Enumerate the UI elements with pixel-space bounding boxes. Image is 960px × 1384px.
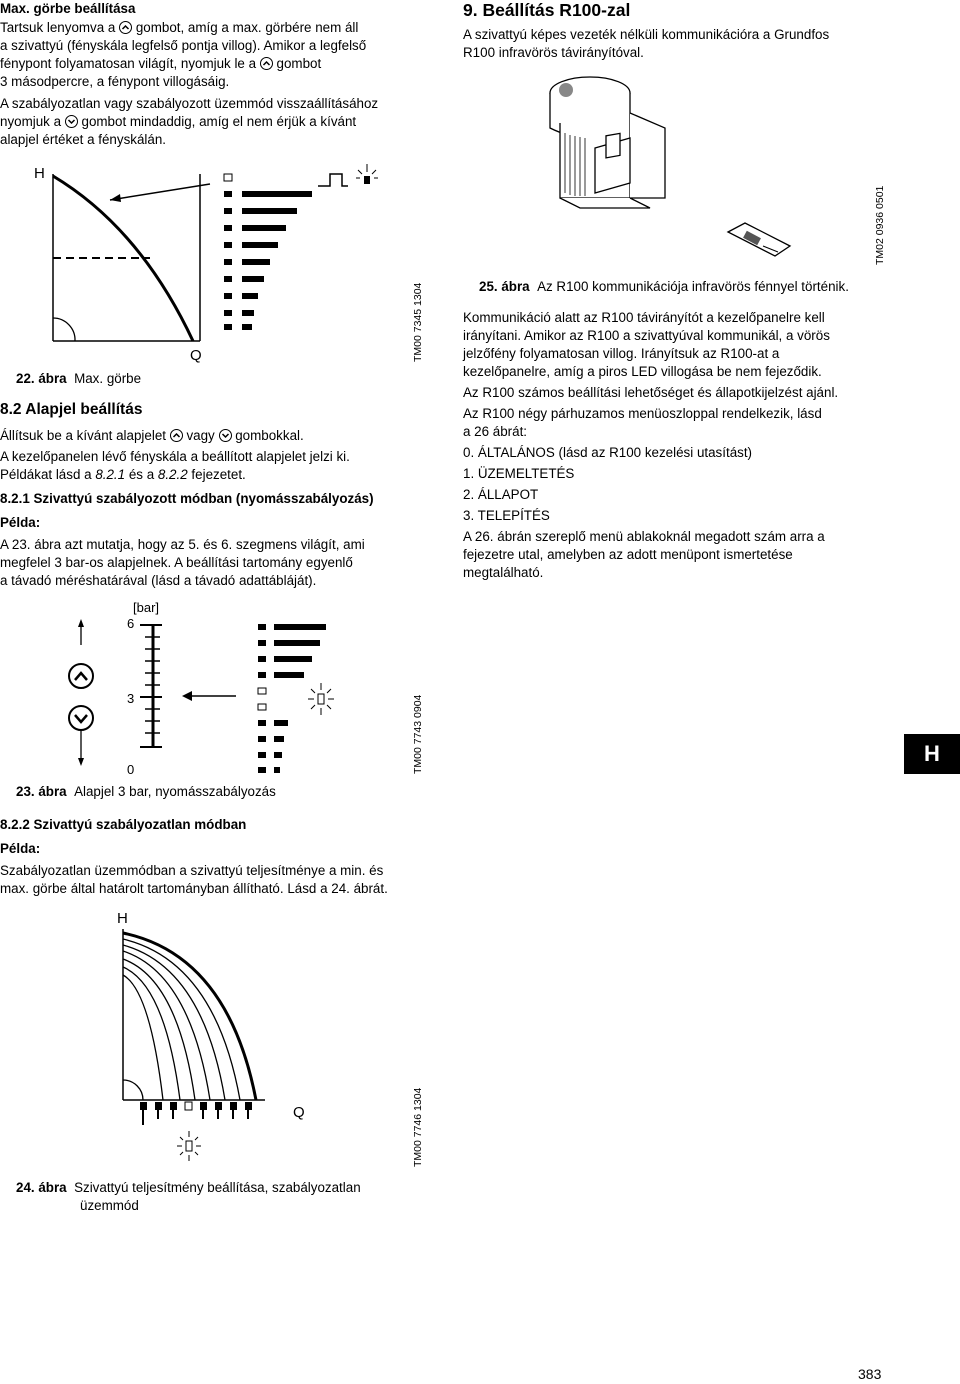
text: Szabályozatlan üzemmódban a szivattyú teljesítménye a min. és (0, 863, 384, 878)
r100-remote-illustration (728, 223, 790, 256)
menu-item-installation: 3. TELEPÍTÉS (463, 508, 550, 523)
xref-8-2-1[interactable]: 8.2.1 (95, 467, 126, 482)
section-8-2-2-text (0, 862, 450, 898)
fig22-q-label: Q (190, 347, 202, 364)
text: gombot mindaddig, amíg el nem érjük a kívánt (81, 114, 357, 129)
section-8-2-text (0, 427, 450, 484)
fig24-q-label: Q (293, 1104, 305, 1121)
text: fejezetre utal, amelyben az adott menüpont ismertetése (463, 547, 793, 562)
caption-number: 25. ábra (479, 279, 530, 294)
text: kezelőpanelre, amíg a piros LED villogása be nem fejeződik. (463, 364, 822, 379)
text: fejezetet. (191, 467, 246, 482)
fig23-pressure-scale (140, 625, 162, 747)
figure-24-unregulated (0, 905, 440, 1175)
example-label: Példa: (0, 515, 41, 530)
text: A szabályozatlan vagy szabályozott üzemmód visszaállításához (0, 96, 379, 111)
section-9-intro (463, 26, 903, 62)
xref-8-2-2[interactable]: 8.2.2 (157, 467, 188, 482)
figure-25-pump-and-remote (520, 68, 820, 268)
text: a szivattyú (fényskála legfelső pontja villog). Amikor a legfelső (0, 38, 367, 53)
text: A kezelőpanelen lévő fényskála a beállított alapjelet jelzi ki. (0, 449, 350, 464)
fig23-code: TM00 7743 0904 (412, 694, 424, 774)
text: Az R100 számos beállítási lehetőséget és állapotkijelzést ajánl. (463, 385, 839, 400)
fig22-light-bar-scale (224, 174, 312, 330)
fig23-down-button-icon (69, 706, 93, 730)
text: megtalálható. (463, 565, 544, 580)
caption-number: 23. ábra (16, 784, 67, 799)
section-8-2-title: 8.2 Alapjel beállítás (0, 401, 143, 418)
text: vagy (186, 428, 215, 443)
text: a távadó méréshatárával (lásd a távadó adattábláját). (0, 573, 317, 588)
text: Tartsuk lenyomva a (0, 20, 116, 35)
text: Állítsuk be a kívánt alapjelet (0, 428, 166, 443)
menu-item-operation: 1. ÜZEMELTETÉS (463, 466, 575, 481)
max-curve-paragraph-2 (0, 95, 450, 149)
fig24-code: TM00 7746 1304 (412, 1087, 424, 1167)
chevron-up-button-icon (260, 57, 273, 70)
chevron-down-button-icon (219, 429, 232, 442)
language-side-tab: H (904, 734, 960, 774)
fig24-h-label: H (117, 910, 128, 927)
page-number: 383 (858, 1366, 882, 1382)
text: alapjel értéket a fényskálán. (0, 132, 166, 147)
fig22-h-label: H (34, 165, 45, 182)
fig23-unit-label: [bar] (133, 600, 160, 615)
blink-signal-icon (318, 174, 348, 186)
fig23-light-burst-icon (308, 683, 334, 715)
text: gombot, amíg a max. görbére nem áll (135, 20, 359, 35)
text: 3 másodpercre, a fénypont villogásáig. (0, 74, 230, 89)
fig24-light-burst-icon (177, 1131, 201, 1161)
fig23-tick-3: 3 (127, 691, 135, 706)
caption-text: üzemmód (80, 1198, 139, 1213)
text: nyomjuk a (0, 114, 62, 129)
section-8-2-2-title: 8.2.2 Szivattyú szabályozatlan módban (0, 817, 247, 832)
text: a 26 ábrát: (463, 424, 528, 439)
fig22-code: TM00 7345 1304 (412, 282, 424, 362)
caption-text: Alapjel 3 bar, nyomásszabályozás (74, 784, 276, 799)
fig24-caption (16, 1179, 361, 1215)
fig23-caption (16, 784, 276, 799)
section-9-body (463, 309, 903, 582)
text: Az R100 négy párhuzamos menüoszloppal rendelkezik, lásd (463, 406, 822, 421)
text: A 23. ábra azt mutatja, hogy az 5. és 6. szegmens világít, ami (0, 537, 365, 552)
menu-item-general: 0. ÁLTALÁNOS (lásd az R100 kezelési utasítást) (463, 445, 753, 460)
fig23-tick-6: 6 (127, 616, 135, 631)
text: jelzőfény folyamatosan villog. Irányítsuk az R100-at a (463, 346, 780, 361)
chevron-up-button-icon (170, 429, 183, 442)
fig23-light-bar-scale (258, 624, 326, 773)
figure-22-max-curve (0, 158, 440, 368)
section-8-2-1-title: 8.2.1 Szivattyú szabályozott módban (nyomásszabályozás) (0, 491, 374, 506)
fig25-caption (479, 279, 849, 294)
light-burst-icon (356, 164, 378, 184)
max-curve-paragraph-1 (0, 19, 450, 91)
chevron-up-button-icon (119, 21, 132, 34)
caption-number: 22. ábra (16, 371, 67, 386)
fig23-tick-0: 0 (127, 762, 135, 777)
fig24-light-bar-scale (140, 1102, 252, 1125)
text: megfelel 3 bar-os alapjelnek. A beállítási tartomány egyenlő (0, 555, 353, 570)
caption-text: Max. görbe (74, 371, 142, 386)
chevron-down-button-icon (65, 115, 78, 128)
text: max. görbe által határolt tartományban állítható. Lásd a 24. ábrát. (0, 881, 388, 896)
fig22-caption (16, 371, 141, 386)
section-8-2-1-text (0, 536, 450, 590)
menu-item-status: 2. ÁLLAPOT (463, 487, 539, 502)
text: gombot (276, 56, 322, 71)
text: Kommunikáció alatt az R100 távirányítót a kezelőpanelre kell (463, 310, 825, 325)
section-9-title: 9. Beállítás R100-zal (463, 0, 631, 20)
caption-text: Szivattyú teljesítmény beállítása, szabályozatlan (74, 1180, 361, 1195)
text: irányítani. Amikor az R100 a szivattyúval kommunikál, a vörös (463, 328, 830, 343)
caption-text: Az R100 kommunikációja infravörös fénnyel történik. (537, 279, 849, 294)
text: fénypont folyamatosan világít, nyomjuk le a (0, 56, 257, 71)
text: gombokkal. (235, 428, 304, 443)
text: Példákat lásd a (0, 467, 92, 482)
text: A szivattyú képes vezeték nélküli kommunikációra a Grundfos (463, 27, 830, 42)
example-label: Példa: (0, 841, 41, 856)
caption-number: 24. ábra (16, 1180, 67, 1195)
fig23-up-button-icon (69, 664, 93, 688)
text: A 26. ábrán szereplő menü ablakoknál megadott szám arra a (463, 529, 825, 544)
text: R100 infravörös távirányítóval. (463, 45, 644, 60)
text: és a (128, 467, 155, 482)
section-title-max-curve: Max. görbe beállítása (0, 1, 136, 16)
fig25-code: TM02 0936 0501 (874, 185, 886, 265)
fan-grille (559, 83, 573, 97)
figure-23-setpoint (0, 595, 440, 780)
